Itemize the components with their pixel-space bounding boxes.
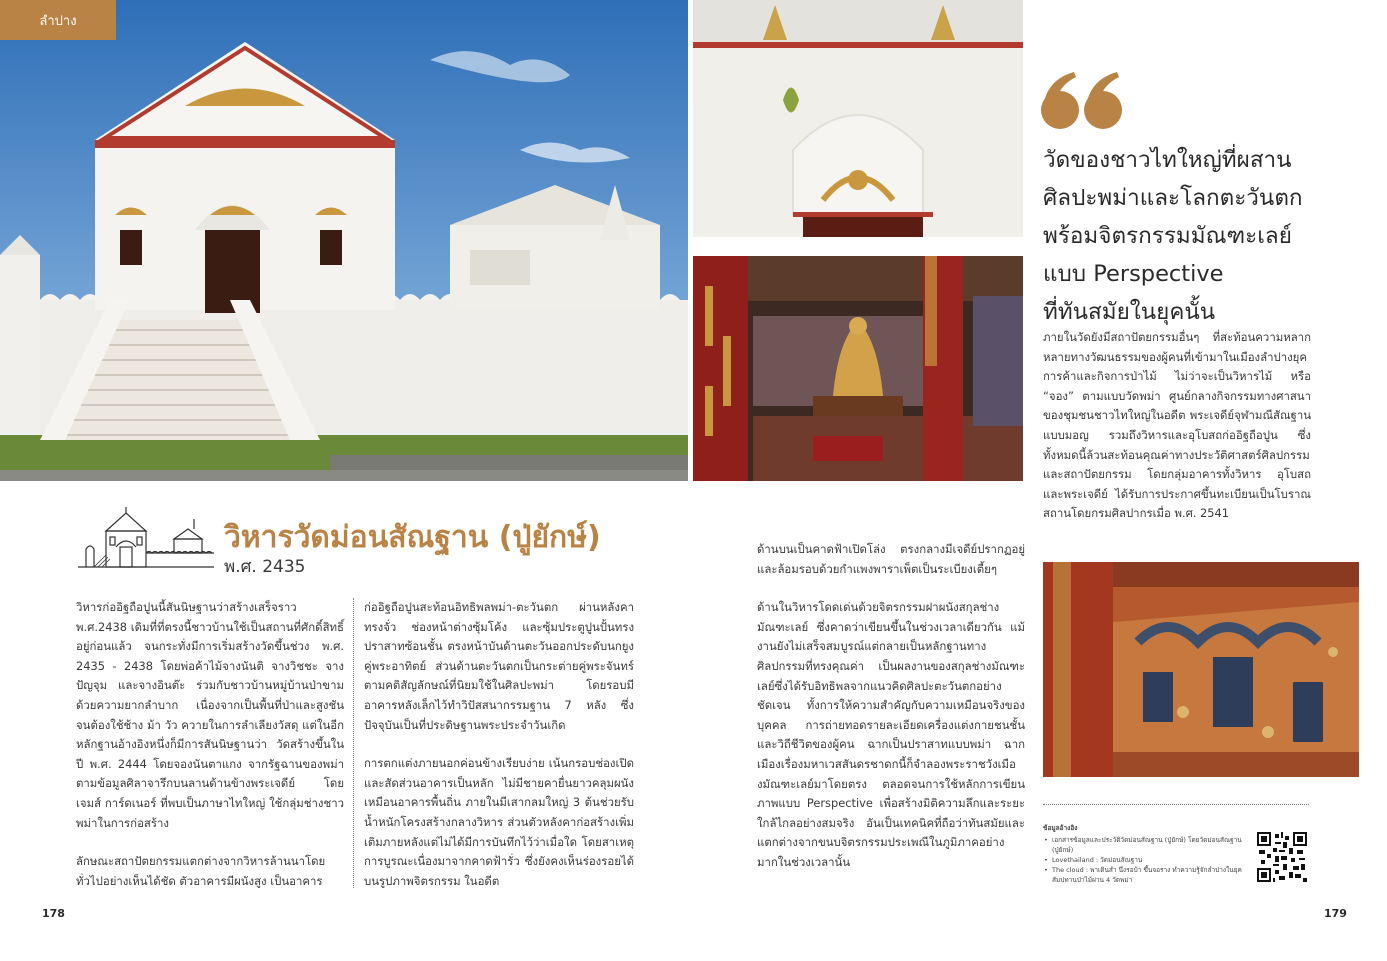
references-heading: ข้อมูลอ้างอิง <box>1043 824 1078 832</box>
intro-paragraph: ภายในวัดยังมีสถาปัตยกรรมอื่นๆ ที่สะท้อนความหลากหลายทางวัฒนธรรมของผู้คนที่เข้ามาในเมืองลำปางยุคการค้าและกิจการป่าไม้ ไม่ว่าจะเป็นวิหารไม้ หรือ “จอง” ตามแบบวัดพม่า ศูนย์กลางกิจกรรมทางศาสนาของชุมชนชาวไทใหญ่ในอดีต พระเจดีย์จุฬามณีสัณฐานแบบมอญ รวมถึงวิหารและอุโบสถก่ออิฐถือปูน ซึ่งทั้งหมดนี้ล้วนสะท้อนคุณค่าทางประวัติศาสตร์ศิลปกรรม และสถาปัตยกรรม โดยกลุ่มอาคารทั้งวิหาร อุโบสถ และพระเจดีย์ ได้รับการประกาศขึ้นทะเบียนเป็นโบราณสถานโดยกรมศิลปากรเมื่อ พ.ศ. 2541 <box>1043 330 1311 521</box>
article-subtitle: พ.ศ. 2435 <box>224 557 306 577</box>
column-divider <box>353 598 354 888</box>
text-column-2 <box>364 598 634 910</box>
paragraph: ด้านบนเป็นคาดฟ้าเปิดโล่ง ตรงกลางมีเจดีย์ปรากฏอยู่และล้อมรอบด้วยกำแพงพาราเพ็ตเป็นระเบียงเตี้ยๆ <box>757 542 1025 576</box>
page-number-left: 178 <box>42 907 65 920</box>
reference-item: • เอกสารข้อมูลและประวัติวัดม่อนสัณฐาน (ปู่ยักษ์) โดยวัดม่อนสัณฐาน (ปู่ยักษ์) <box>1043 835 1243 855</box>
article-title: วิหารวัดม่อนสัณฐาน (ปู่ยักษ์) <box>224 520 601 555</box>
qr-code-icon[interactable] <box>1257 832 1307 882</box>
text-column-1 <box>76 598 344 910</box>
page-number-right: 179 <box>1324 907 1347 920</box>
quote-line: วัดของชาวไทใหญ่ที่ผสาน <box>1043 147 1292 173</box>
paragraph: วิหารก่ออิฐถือปูนนี้สันนิษฐานว่าสร้างเสร็จราว พ.ศ.2438 เดิมที่ที่ตรงนี้ชาวบ้านใช้เป็นสถานที่ศักดิ์สิทธิ์อยู่ก่อนแล้ว จนกระทั่งมีการเริ่มสร้างวัดขึ้นช่วง พ.ศ. 2435 - 2438 โดยพ่อค้าไม้จางนันติ จางวิชชะ จางปัญจุม และจางอินต๊ะ ร่วมกับชาวบ้านหมู่บ้านป่าขามด้วยความยากลำบาก เนื่องจากเป็นพื้นที่ป่าและสูงชัน จนต้องใช้ช้าง ม้า วัว ควายในการลำเลียงวัสดุ แต่ในอีกหลักฐานอ้างอิงหนึ่งก็มีการสันนิษฐานว่า วัดสร้างขึ้นในปี พ.ศ. 2444 โดยจองนันตาแกง จากรัฐฉานของพม่า ตามข้อมูลศิลาจารึกบนลานด้านข้างพระเจดีย์ โดย เจมส์ การ์ดเนอร์ ที่พบเป็นภาษาไทใหญ่ ใช้กลุ่มช่างชาวพม่าในการก่อสร้าง <box>76 600 344 830</box>
temple-lineart-icon <box>78 505 214 571</box>
paragraph: ลักษณะสถาปัตยกรรมแตกต่างจากวิหารล้านนาโดยทั่วไปอย่างเห็นได้ชัด ตัวอาคารมีผนังสูง เป็นอาคาร <box>76 854 326 888</box>
quote-line: พร้อมจิตรกรรมมัณฑะเลย์ <box>1043 223 1292 249</box>
pull-quote <box>1043 141 1343 331</box>
gable-detail-photo <box>693 0 1023 237</box>
quote-line: แบบ Perspective <box>1043 261 1224 287</box>
reference-item: • The cloud : พาเดินสำ นึ่งรอบ้า ขึ้นจอราง ทำความรู้จักลำปางในยุคสัมปทานป่าไม้ผ่าน 4 วัดพม่า <box>1043 865 1243 885</box>
reference-item: • Lovethailand : วัดม่อนสัณฐาน <box>1043 855 1243 865</box>
paragraph: ด้านในวิหารโดดเด่นด้วยจิตรกรรมฝาผนังสกุลช่างมัณฑะเลย์ ซึ่งคาดว่าเขียนขึ้นในช่วงเวลาเดียวกัน แม้งานยังไม่เสร็จสมบูรณ์แต่กลายเป็นหลักฐานทางศิลปกรรมที่ทรงคุณค่า เป็นผลงานของสกุลช่างมัณฑะเลย์ซึ่งได้รับอิทธิพลจากแนวคิดศิลปะตะวันตกอย่างชัดเจน ทั้งการให้ความสำคัญกับความเหมือนจริงของบุคคล การถ่ายทอดรายละเอียดเครื่องแต่งกายชนชั้น และวิถีชีวิตของผู้คน ฉากเป็นปราสาทแบบพม่า ฉากเมืองเรื่องมหาเวสสันดรชาดกนี้ก็จำลองพระราชวังเมืองมัณฑะเลย์มาโดยตรง ตลอดจนการใช้หลักการเขียนภาพแบบ Perspective เพื่อสร้างมิติความลึกและระยะใกล้ไกลอย่างสมจริง อันเป็นเทคนิคที่ถือว่าทันสมัยและแตกต่างจากขนบจิตรกรรมประเพณีในภูมิภาคอย่างมากในช่วงเวลานั้น <box>757 600 1025 869</box>
paragraph: ก่ออิฐถือปูนสะท้อนอิทธิพลพม่า-ตะวันตก ผ่านหลังคาทรงจั่ว ช่องหน้าต่างซุ้มโค้ง และซุ้มประตูปูนปั้นทรงปราสาทซ้อนชั้น ตรงหน้าบันด้านตะวันออกประดับนกยูงคู่พระอาทิตย์ ส่วนด้านตะวันตกเป็นกระต่ายคู่พระจันทร์ตามคติสัญลักษณ์ที่นิยมใช้ในศิลปะพม่า โดยรอบมีอาคารหลังเล็กไว้ทำวิปัสสนากรรมฐาน 7 หลัง ซึ่งปัจจุบันเป็นที่ประดิษฐานพระประจำวันเกิด <box>364 600 634 732</box>
temple-exterior-photo <box>0 0 688 481</box>
references-divider <box>1043 804 1309 805</box>
references <box>1043 823 1243 885</box>
interior-buddha-photo <box>693 256 1023 481</box>
quote-line: ศิลปะพม่าและโลกตะวันตก <box>1043 185 1303 211</box>
mural-photo <box>1043 562 1359 777</box>
section-tab: ลำปาง <box>0 0 116 40</box>
paragraph: การตกแต่งภายนอกค่อนข้างเรียบง่าย เน้นกรอบช่องเปิดและสัดส่วนอาคารเป็นหลัก ไม่มีชายคายื่นยาวคลุมผนังเหมือนอาคารพื้นถิ่น ภายในมีเสากลมใหญ่ 3 ต้นช่วยรับน้ำหนักโครงสร้างกลางวิหาร ส่วนตัวหลังคาก่อสร้างเพิ่มเติมภายหลังแต่ไม่ได้มีการบันทึกไว้ว่าเมื่อใด โดยสาเหตุการบูรณะเนื่องมาจากคาดฟ้ารั่ว ซึ่งยังคงเห็นร่องรอยได้บนรูปภาพจิตรกรรม ในอดีต <box>364 756 634 888</box>
text-column-3 <box>757 540 1025 892</box>
quote-line: ที่ทันสมัยในยุคนั้น <box>1043 299 1216 325</box>
quote-mark-icon <box>1040 72 1124 130</box>
